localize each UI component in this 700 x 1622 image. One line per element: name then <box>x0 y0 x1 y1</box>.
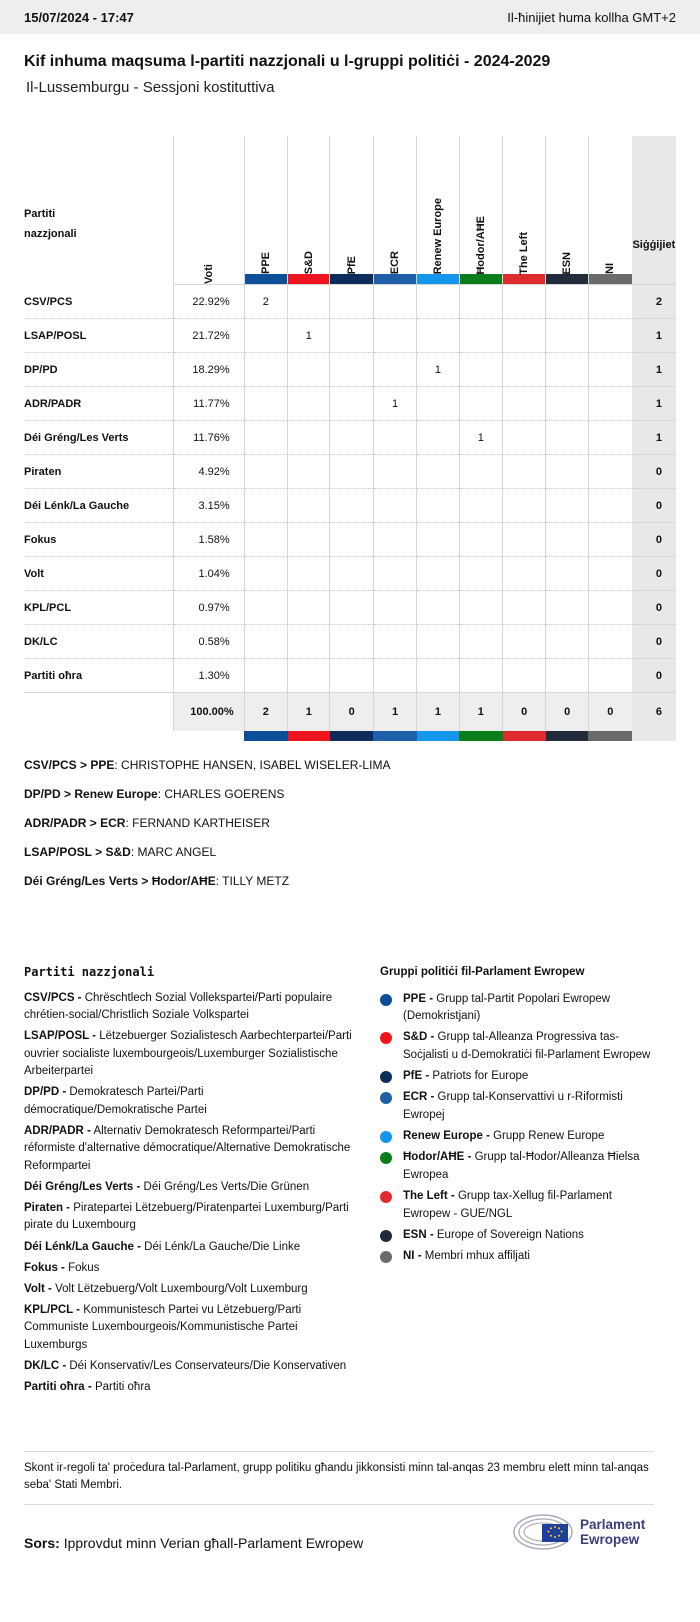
group-legend-item: The Left - Grupp tax-Xellug fil-Parlament Ewropew - GUE/NGL <box>380 1188 652 1223</box>
totals-row <box>24 693 676 732</box>
group-seat-cell <box>417 387 459 421</box>
elected-line: Déi Gréng/Les Verts > Ħodor/AĦE: TILLY METZ <box>24 874 290 888</box>
group-seat-cell <box>288 455 330 489</box>
group-seat-cell <box>330 387 373 421</box>
group-seat-cell <box>459 591 502 625</box>
group-seat-cell <box>330 625 373 659</box>
group-seat-cell: 1 <box>417 353 459 387</box>
seat-count: 0 <box>632 489 676 523</box>
group-seat-cell <box>588 285 631 319</box>
seat-count: 0 <box>632 659 676 693</box>
group-color-strip <box>459 731 502 741</box>
table-row <box>24 319 676 353</box>
party-name: Volt <box>24 557 174 591</box>
seat-count: 1 <box>632 353 676 387</box>
group-seat-cell <box>244 523 287 557</box>
vote-share: 11.77% <box>174 387 244 421</box>
group-seat-cell <box>373 625 416 659</box>
group-seat-cell <box>503 489 546 523</box>
group-column-header: Renew Europe <box>417 136 459 285</box>
group-seat-cell <box>459 523 502 557</box>
group-color-strip <box>330 274 372 284</box>
group-seat-cell: 1 <box>459 421 502 455</box>
group-color-dot-icon <box>380 1152 392 1164</box>
source-text: Ipprovdut minn Verian għall-Parlament Ewropew <box>63 1535 364 1551</box>
group-color-dot-icon <box>380 1251 392 1263</box>
group-total: 1 <box>373 693 416 732</box>
seat-count: 1 <box>632 421 676 455</box>
table-row <box>24 421 676 455</box>
group-seat-cell <box>373 659 416 693</box>
parliament-emblem-icon <box>512 1512 574 1552</box>
group-color-strip <box>503 274 545 284</box>
top-bar <box>0 0 700 34</box>
votes-column-header: Voti <box>174 136 244 285</box>
party-legend-item: ADR/PADR - Alternativ Demokratesch Reformpartei/Parti réformiste d'alternative démocratique/Alternative Demokratische Reformpartei <box>24 1124 351 1172</box>
group-seat-cell <box>546 591 588 625</box>
group-color-strip <box>460 274 502 284</box>
group-seat-cell <box>417 489 459 523</box>
group-color-strip <box>417 731 459 741</box>
vote-share: 1.30% <box>174 659 244 693</box>
group-seat-cell <box>244 421 287 455</box>
group-legend <box>380 964 652 1270</box>
group-seat-cell <box>244 387 287 421</box>
group-seat-cell <box>546 659 588 693</box>
rules-note: Skont ir-regoli ta' proċedura tal-Parlament, grupp politiku għandu jikkonsisti minn tal-anqas 23 membru elett minn tal-anqas seba' Stati Membri. <box>24 1451 654 1505</box>
party-legend <box>24 964 354 1400</box>
group-seat-cell <box>588 523 631 557</box>
party-name: DK/LC <box>24 625 174 659</box>
group-total: 0 <box>330 693 373 732</box>
group-legend-item: ESN - Europe of Sovereign Nations <box>380 1227 652 1245</box>
group-seat-cell <box>417 421 459 455</box>
group-seat-cell <box>244 625 287 659</box>
group-seat-cell <box>244 319 287 353</box>
group-seat-cell <box>330 285 373 319</box>
seat-count: 0 <box>632 557 676 591</box>
table-row <box>24 523 676 557</box>
seat-count: 2 <box>632 285 676 319</box>
group-seat-cell <box>503 591 546 625</box>
datetime: 15/07/2024 - 17:47 <box>24 9 134 25</box>
group-seat-cell <box>503 387 546 421</box>
group-seat-cell <box>288 421 330 455</box>
party-name: KPL/PCL <box>24 591 174 625</box>
group-seat-cell <box>503 455 546 489</box>
seat-count: 1 <box>632 319 676 353</box>
group-seat-cell <box>373 455 416 489</box>
party-legend-item: Volt - Volt Lëtzebuerg/Volt Luxembourg/Volt Luxemburg <box>24 1282 308 1295</box>
group-total: 0 <box>546 693 588 732</box>
group-seat-cell <box>417 557 459 591</box>
group-seat-cell <box>459 455 502 489</box>
party-name: ADR/PADR <box>24 387 174 421</box>
group-legend-item: Ħodor/AĦE - Grupp tal-Ħodor/Alleanza Ħielsa Ewropea <box>380 1149 652 1184</box>
group-color-strip <box>373 731 416 741</box>
group-color-strip <box>244 731 287 741</box>
seat-count: 1 <box>632 387 676 421</box>
source-label: Sors: <box>24 1535 60 1551</box>
group-seat-cell <box>503 421 546 455</box>
results-table <box>24 136 676 741</box>
group-color-strip <box>589 274 632 284</box>
group-color-dot-icon <box>380 1071 392 1083</box>
party-legend-item: Déi Lénk/La Gauche - Déi Lénk/La Gauche/Die Linke <box>24 1240 301 1253</box>
table-row <box>24 659 676 693</box>
group-color-dot-icon <box>380 994 392 1006</box>
group-seat-cell <box>546 557 588 591</box>
group-seat-cell <box>546 421 588 455</box>
group-total: 0 <box>503 693 546 732</box>
group-seat-cell <box>459 625 502 659</box>
table-row <box>24 387 676 421</box>
vote-share: 22.92% <box>174 285 244 319</box>
table-row <box>24 285 676 319</box>
party-name: Déi Lénk/La Gauche <box>24 489 174 523</box>
group-color-dot-icon <box>380 1230 392 1242</box>
group-seat-cell <box>503 523 546 557</box>
party-legend-item: Déi Gréng/Les Verts - Déi Gréng/Les Verts/Die Grünen <box>24 1180 310 1193</box>
group-seat-cell <box>373 523 416 557</box>
group-seat-cell <box>288 591 330 625</box>
group-seat-cell <box>288 557 330 591</box>
party-column-header: Partiti nazzjonali <box>24 208 77 241</box>
group-seat-cell <box>288 489 330 523</box>
group-seat-cell <box>459 353 502 387</box>
logo-line-1: Parlament <box>580 1517 646 1532</box>
group-seat-cell <box>244 489 287 523</box>
group-seat-cell <box>459 285 502 319</box>
group-seat-cell <box>546 319 588 353</box>
group-seat-cell <box>330 659 373 693</box>
group-color-strip <box>417 274 458 284</box>
group-seat-cell <box>459 319 502 353</box>
elected-line: DP/PD > Renew Europe: CHARLES GOERENS <box>24 787 285 801</box>
group-seat-cell <box>588 455 631 489</box>
group-seat-cell <box>459 387 502 421</box>
group-seat-cell <box>546 353 588 387</box>
group-seat-cell <box>588 319 631 353</box>
total-votes: 100.00% <box>174 693 244 732</box>
group-column-header: ECR <box>373 136 416 285</box>
group-seat-cell <box>288 285 330 319</box>
party-name: Fokus <box>24 523 174 557</box>
group-seat-cell <box>459 557 502 591</box>
table-row <box>24 591 676 625</box>
group-column-header: ESN <box>546 136 588 285</box>
group-seat-cell <box>588 557 631 591</box>
party-name: DP/PD <box>24 353 174 387</box>
party-name: Piraten <box>24 455 174 489</box>
group-legend-item: Renew Europe - Grupp Renew Europe <box>380 1128 652 1146</box>
vote-share: 1.58% <box>174 523 244 557</box>
vote-share: 21.72% <box>174 319 244 353</box>
group-seat-cell <box>546 625 588 659</box>
page-subtitle: Il-Lussemburgu - Sessjoni kostituttiva <box>26 79 275 96</box>
group-seat-cell <box>588 659 631 693</box>
table-row <box>24 489 676 523</box>
vote-share: 3.15% <box>174 489 244 523</box>
total-seats: 6 <box>632 693 676 732</box>
group-seat-cell <box>588 625 631 659</box>
group-color-strip <box>374 274 416 284</box>
party-legend-item: DK/LC - Déi Konservativ/Les Conservateurs/Die Konservativen <box>24 1359 347 1372</box>
group-seat-cell <box>373 489 416 523</box>
group-seat-cell <box>244 353 287 387</box>
party-legend-item: Piraten - Piratepartei Lëtzebuerg/Piratenpartei Luxemburg/Parti pirate du Luxembourg <box>24 1201 349 1232</box>
vote-share: 1.04% <box>174 557 244 591</box>
table-row <box>24 353 676 387</box>
page-title: Kif inhuma maqsuma l-partiti nazzjonali u l-gruppi politiċi - 2024-2029 <box>24 53 551 70</box>
group-seat-cell <box>373 285 416 319</box>
group-seat-cell <box>330 421 373 455</box>
group-legend-item: ECR - Grupp tal-Konservattivi u r-Riformisti Ewropej <box>380 1089 652 1124</box>
group-column-header: S&D <box>288 136 330 285</box>
group-color-dot-icon <box>380 1032 392 1044</box>
group-seat-cell <box>288 387 330 421</box>
party-legend-heading: Partiti nazzjonali <box>24 965 155 979</box>
group-seat-cell <box>588 421 631 455</box>
group-seat-cell <box>373 557 416 591</box>
group-seat-cell <box>546 489 588 523</box>
seat-count: 0 <box>632 523 676 557</box>
group-color-dot-icon <box>380 1191 392 1203</box>
group-legend-item: NI - Membri mhux affiljati <box>380 1248 652 1266</box>
group-seat-cell <box>244 659 287 693</box>
group-legend-item: PfE - Patriots for Europe <box>380 1068 652 1086</box>
party-name: Déi Gréng/Les Verts <box>24 421 174 455</box>
party-legend-item: LSAP/POSL - Lëtzebuerger Sozialistesch Aarbechterpartei/Parti ouvrier socialiste luxembourgeois/Luxemburger Sozialistische Arbeiterpartei <box>24 1030 352 1078</box>
group-column-header: PfE <box>330 136 373 285</box>
party-legend-item: DP/PD - Demokratesch Partei/Parti démocratique/Demokratische Partei <box>24 1086 207 1116</box>
group-color-strip <box>330 731 373 741</box>
group-seat-cell <box>244 455 287 489</box>
seat-count: 0 <box>632 625 676 659</box>
group-seat-cell <box>288 625 330 659</box>
group-seat-cell: 1 <box>373 387 416 421</box>
group-seat-cell <box>330 557 373 591</box>
party-name: CSV/PCS <box>24 285 174 319</box>
group-seat-cell <box>546 285 588 319</box>
group-seat-cell <box>588 353 631 387</box>
group-seat-cell <box>417 625 459 659</box>
group-seat-cell <box>588 489 631 523</box>
vote-share: 11.76% <box>174 421 244 455</box>
elected-line: LSAP/POSL > S&D: MARC ANGEL <box>24 845 217 859</box>
party-legend-item: CSV/PCS - Chrëschtlech Sozial Vollekspartei/Parti populaire chrétien-social/Christlich Soziale Volkspartei <box>24 991 333 1021</box>
group-seat-cell <box>546 523 588 557</box>
vote-share: 18.29% <box>174 353 244 387</box>
group-color-strip <box>546 731 588 741</box>
vote-share: 0.58% <box>174 625 244 659</box>
group-seat-cell <box>503 285 546 319</box>
group-seat-cell <box>503 659 546 693</box>
group-seat-cell <box>417 659 459 693</box>
group-column-header: Ħodor/AĦE <box>459 136 502 285</box>
timezone-note: Il-ħinijiet huma kollha GMT+2 <box>507 9 676 25</box>
table-row <box>24 625 676 659</box>
group-legend-heading: Gruppi politiċi fil-Parlament Ewropew <box>380 966 585 978</box>
group-seat-cell <box>546 455 588 489</box>
group-seat-cell <box>546 387 588 421</box>
group-total: 2 <box>244 693 287 732</box>
group-seat-cell <box>417 319 459 353</box>
group-seat-cell <box>288 523 330 557</box>
group-color-strip <box>288 731 330 741</box>
group-color-strip <box>588 731 631 741</box>
group-seat-cell <box>417 523 459 557</box>
vote-share: 0.97% <box>174 591 244 625</box>
group-seat-cell <box>417 285 459 319</box>
parliament-logo <box>512 1510 662 1554</box>
group-seat-cell <box>459 659 502 693</box>
group-seat-cell <box>288 659 330 693</box>
group-seat-cell <box>244 591 287 625</box>
group-seat-cell <box>373 319 416 353</box>
group-seat-cell <box>503 353 546 387</box>
party-legend-item: Fokus - Fokus <box>24 1261 100 1274</box>
group-color-strip <box>245 274 287 284</box>
group-total: 1 <box>288 693 330 732</box>
party-legend-item: Partiti oħra - Partiti oħra <box>24 1381 151 1394</box>
group-color-strip <box>288 274 329 284</box>
group-total: 1 <box>417 693 459 732</box>
group-seat-cell <box>588 387 631 421</box>
group-seat-cell <box>244 557 287 591</box>
group-column-header: PPE <box>244 136 287 285</box>
elected-line: CSV/PCS > PPE: CHRISTOPHE HANSEN, ISABEL WISELER-LIMA <box>24 758 391 772</box>
group-seat-cell <box>330 591 373 625</box>
group-total: 0 <box>588 693 631 732</box>
group-seat-cell <box>373 591 416 625</box>
group-color-dot-icon <box>380 1092 392 1104</box>
group-seat-cell <box>417 455 459 489</box>
group-seat-cell <box>373 421 416 455</box>
group-legend-item: PPE - Grupp tal-Partit Popolari Ewropew (Demokristjani) <box>380 991 652 1026</box>
group-seat-cell <box>459 489 502 523</box>
elected-members <box>24 758 390 903</box>
group-seat-cell <box>330 319 373 353</box>
seat-count: 0 <box>632 455 676 489</box>
table-row <box>24 557 676 591</box>
group-seat-cell: 1 <box>288 319 330 353</box>
group-legend-item: S&D - Grupp tal-Alleanza Progressiva tas-Soċjalisti u d-Demokratiċi fil-Parlament Ewropew <box>380 1029 652 1064</box>
party-name: Partiti oħra <box>24 659 174 693</box>
table-row <box>24 455 676 489</box>
group-total: 1 <box>459 693 502 732</box>
group-seat-cell <box>330 489 373 523</box>
logo-line-2: Ewropew <box>580 1532 640 1547</box>
group-color-strip <box>503 731 546 741</box>
group-seat-cell <box>588 591 631 625</box>
elected-line: ADR/PADR > ECR: FERNAND KARTHEISER <box>24 816 270 830</box>
group-color-strip <box>546 274 587 284</box>
group-seat-cell <box>330 455 373 489</box>
group-seat-cell <box>373 353 416 387</box>
group-column-header: NI <box>588 136 631 285</box>
group-seat-cell <box>503 319 546 353</box>
party-name: LSAP/POSL <box>24 319 174 353</box>
seats-column-header: Siġġijiet <box>632 136 676 285</box>
group-seat-cell <box>330 353 373 387</box>
source-line <box>24 1535 363 1551</box>
group-seat-cell <box>503 625 546 659</box>
group-seat-cell <box>288 353 330 387</box>
group-seat-cell <box>417 591 459 625</box>
group-seat-cell: 2 <box>244 285 287 319</box>
vote-share: 4.92% <box>174 455 244 489</box>
group-color-dot-icon <box>380 1131 392 1143</box>
group-seat-cell <box>330 523 373 557</box>
seat-count: 0 <box>632 591 676 625</box>
group-seat-cell <box>503 557 546 591</box>
party-legend-item: KPL/PCL - Kommunistesch Partei vu Lëtzebuerg/Parti Communiste Luxembourgeois/Kommunistische Partei Luxemburgs <box>24 1303 302 1351</box>
group-column-header: The Left <box>503 136 546 285</box>
